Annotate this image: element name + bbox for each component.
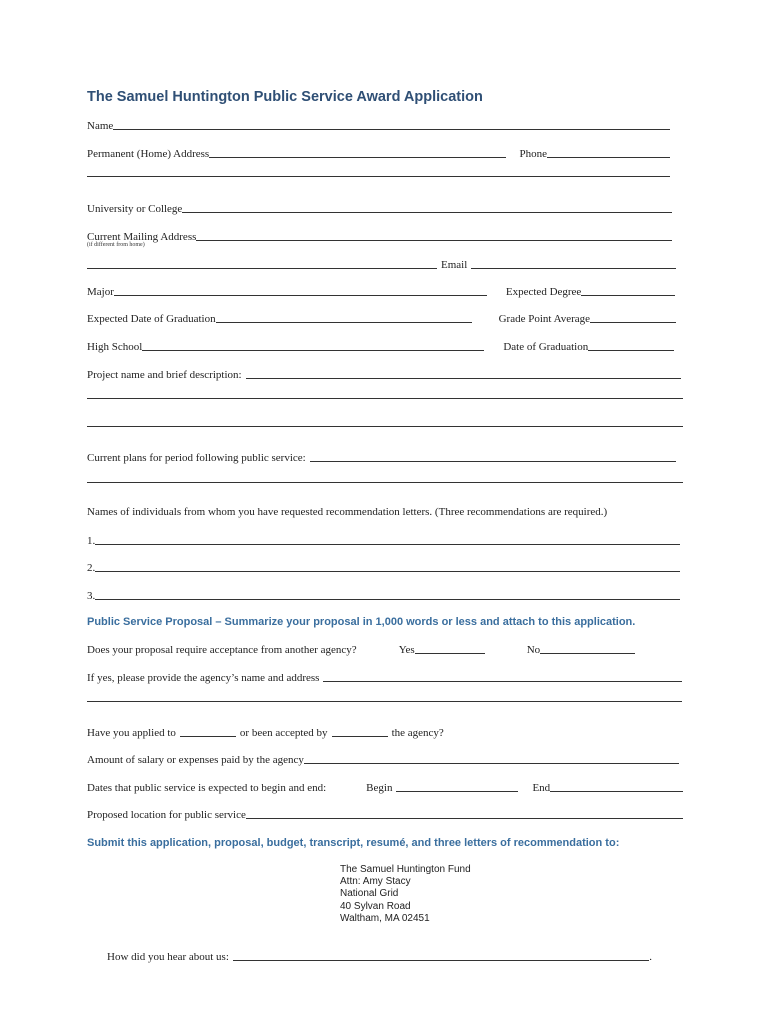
hs-grad-label: Date of Graduation: [503, 341, 589, 353]
plans-field[interactable]: [310, 461, 676, 462]
applied-label-b: or been accepted by: [239, 727, 328, 739]
email-field[interactable]: [471, 268, 676, 269]
university-field[interactable]: [182, 212, 672, 213]
email-row: [87, 259, 676, 271]
applied-row: [87, 727, 467, 739]
rec2-field[interactable]: [95, 571, 680, 572]
address-line: 40 Sylvan Road: [340, 900, 411, 912]
no-field[interactable]: [540, 653, 635, 654]
agency-line-2-field[interactable]: [87, 701, 682, 702]
dates-label: Dates that public service is expected to begin and end:: [87, 782, 327, 794]
project-row: [87, 369, 681, 381]
rec2-label: 2.: [87, 562, 96, 574]
plans-line-2-field[interactable]: [87, 482, 683, 483]
location-label: Proposed location for public service: [87, 809, 246, 821]
salary-row: [87, 754, 679, 766]
hear-period: .: [649, 951, 652, 963]
address-label: Permanent (Home) Address: [87, 148, 210, 160]
grad-date-label: Expected Date of Graduation: [87, 313, 216, 325]
hs-grad-field[interactable]: [588, 350, 674, 351]
agency-field[interactable]: [323, 681, 682, 682]
project-line-3: [87, 426, 683, 429]
mailing-label: Current Mailing Address: [87, 231, 197, 243]
rec-row-3: [87, 590, 680, 602]
mailing-note: (if different from home): [87, 242, 145, 248]
rec1-label: 1.: [87, 535, 96, 547]
proposal-heading: Public Service Proposal – Summarize your proposal in 1,000 words or less and attach to this application.: [87, 616, 636, 628]
begin-label: Begin: [366, 782, 393, 794]
begin-field[interactable]: [396, 791, 518, 792]
high-school-field[interactable]: [142, 350, 484, 351]
phone-label: Phone: [519, 148, 547, 160]
agency-row: [87, 672, 682, 684]
rec3-field[interactable]: [95, 599, 680, 600]
hear-field[interactable]: [233, 960, 649, 961]
project-line-3-field[interactable]: [87, 426, 683, 427]
grad-date-field[interactable]: [216, 322, 472, 323]
acceptance-row: [87, 644, 635, 656]
email-label: Email: [441, 259, 468, 271]
rec3-label: 3.: [87, 590, 96, 602]
hear-row: [107, 951, 652, 963]
mailing-field[interactable]: [196, 240, 672, 241]
gpa-field[interactable]: [590, 322, 676, 323]
name-field[interactable]: [113, 129, 670, 130]
address-line: Waltham, MA 02451: [340, 912, 430, 924]
project-line-2: [87, 398, 683, 401]
project-label: Project name and brief description:: [87, 369, 242, 381]
major-field[interactable]: [114, 295, 487, 296]
expected-degree-label: Expected Degree: [505, 286, 582, 298]
plans-row: [87, 452, 676, 464]
submit-heading: Submit this application, proposal, budget, transcript, resumé, and three letters of recommendation to:: [87, 837, 620, 849]
acceptance-question: Does your proposal require acceptance from another agency?: [87, 644, 357, 656]
project-field[interactable]: [246, 378, 681, 379]
address-line-2: [87, 176, 670, 179]
major-label: Major: [87, 286, 114, 298]
university-label: University or College: [87, 203, 183, 215]
address-line: National Grid: [340, 888, 399, 900]
rec1-field[interactable]: [95, 544, 680, 545]
dates-row: [87, 782, 683, 794]
high-school-row: [87, 341, 674, 353]
agency-label: If yes, please provide the agency’s name and address: [87, 672, 320, 684]
name-row: [87, 120, 670, 132]
phone-field[interactable]: [547, 157, 670, 158]
form-title: The Samuel Huntington Public Service Award Application: [87, 89, 483, 105]
end-field[interactable]: [550, 791, 683, 792]
salary-label: Amount of salary or expenses paid by the agency: [87, 754, 304, 766]
high-school-label: High School: [87, 341, 143, 353]
university-row: [87, 203, 672, 215]
no-label: No: [526, 644, 541, 656]
salary-field[interactable]: [304, 763, 679, 764]
recommenders-label: Names of individuals from whom you have requested recommendation letters. (Three recommendations are required.): [87, 506, 608, 518]
rec-row-1: [87, 535, 680, 547]
mailing-address-block: [340, 864, 471, 925]
plans-line-2: [87, 482, 683, 485]
location-row: [87, 809, 683, 821]
address-line: The Samuel Huntington Fund: [340, 864, 471, 875]
name-label: Name: [87, 120, 114, 132]
expected-degree-field[interactable]: [581, 295, 675, 296]
agency-line-2: [87, 701, 682, 704]
major-row: [87, 286, 675, 298]
mailing-row: [87, 231, 672, 243]
applied-label-c: the agency?: [391, 727, 444, 739]
plans-label: Current plans for period following public service:: [87, 452, 306, 464]
end-label: End: [532, 782, 551, 794]
rec-row-2: [87, 562, 680, 574]
address-field[interactable]: [209, 157, 505, 158]
accepted-field[interactable]: [332, 736, 388, 737]
project-line-2-field[interactable]: [87, 398, 683, 399]
graduation-row: [87, 313, 676, 325]
address-line-2-field[interactable]: [87, 176, 670, 177]
address-line: Attn: Amy Stacy: [340, 876, 411, 888]
location-field[interactable]: [246, 818, 683, 819]
mailing-line-2-field[interactable]: [87, 268, 437, 269]
applied-field[interactable]: [180, 736, 236, 737]
gpa-label: Grade Point Average: [498, 313, 591, 325]
applied-label-a: Have you applied to: [87, 727, 176, 739]
yes-field[interactable]: [415, 653, 485, 654]
hear-label: How did you hear about us:: [107, 951, 229, 963]
yes-label: Yes: [398, 644, 415, 656]
address-row: [87, 148, 670, 160]
